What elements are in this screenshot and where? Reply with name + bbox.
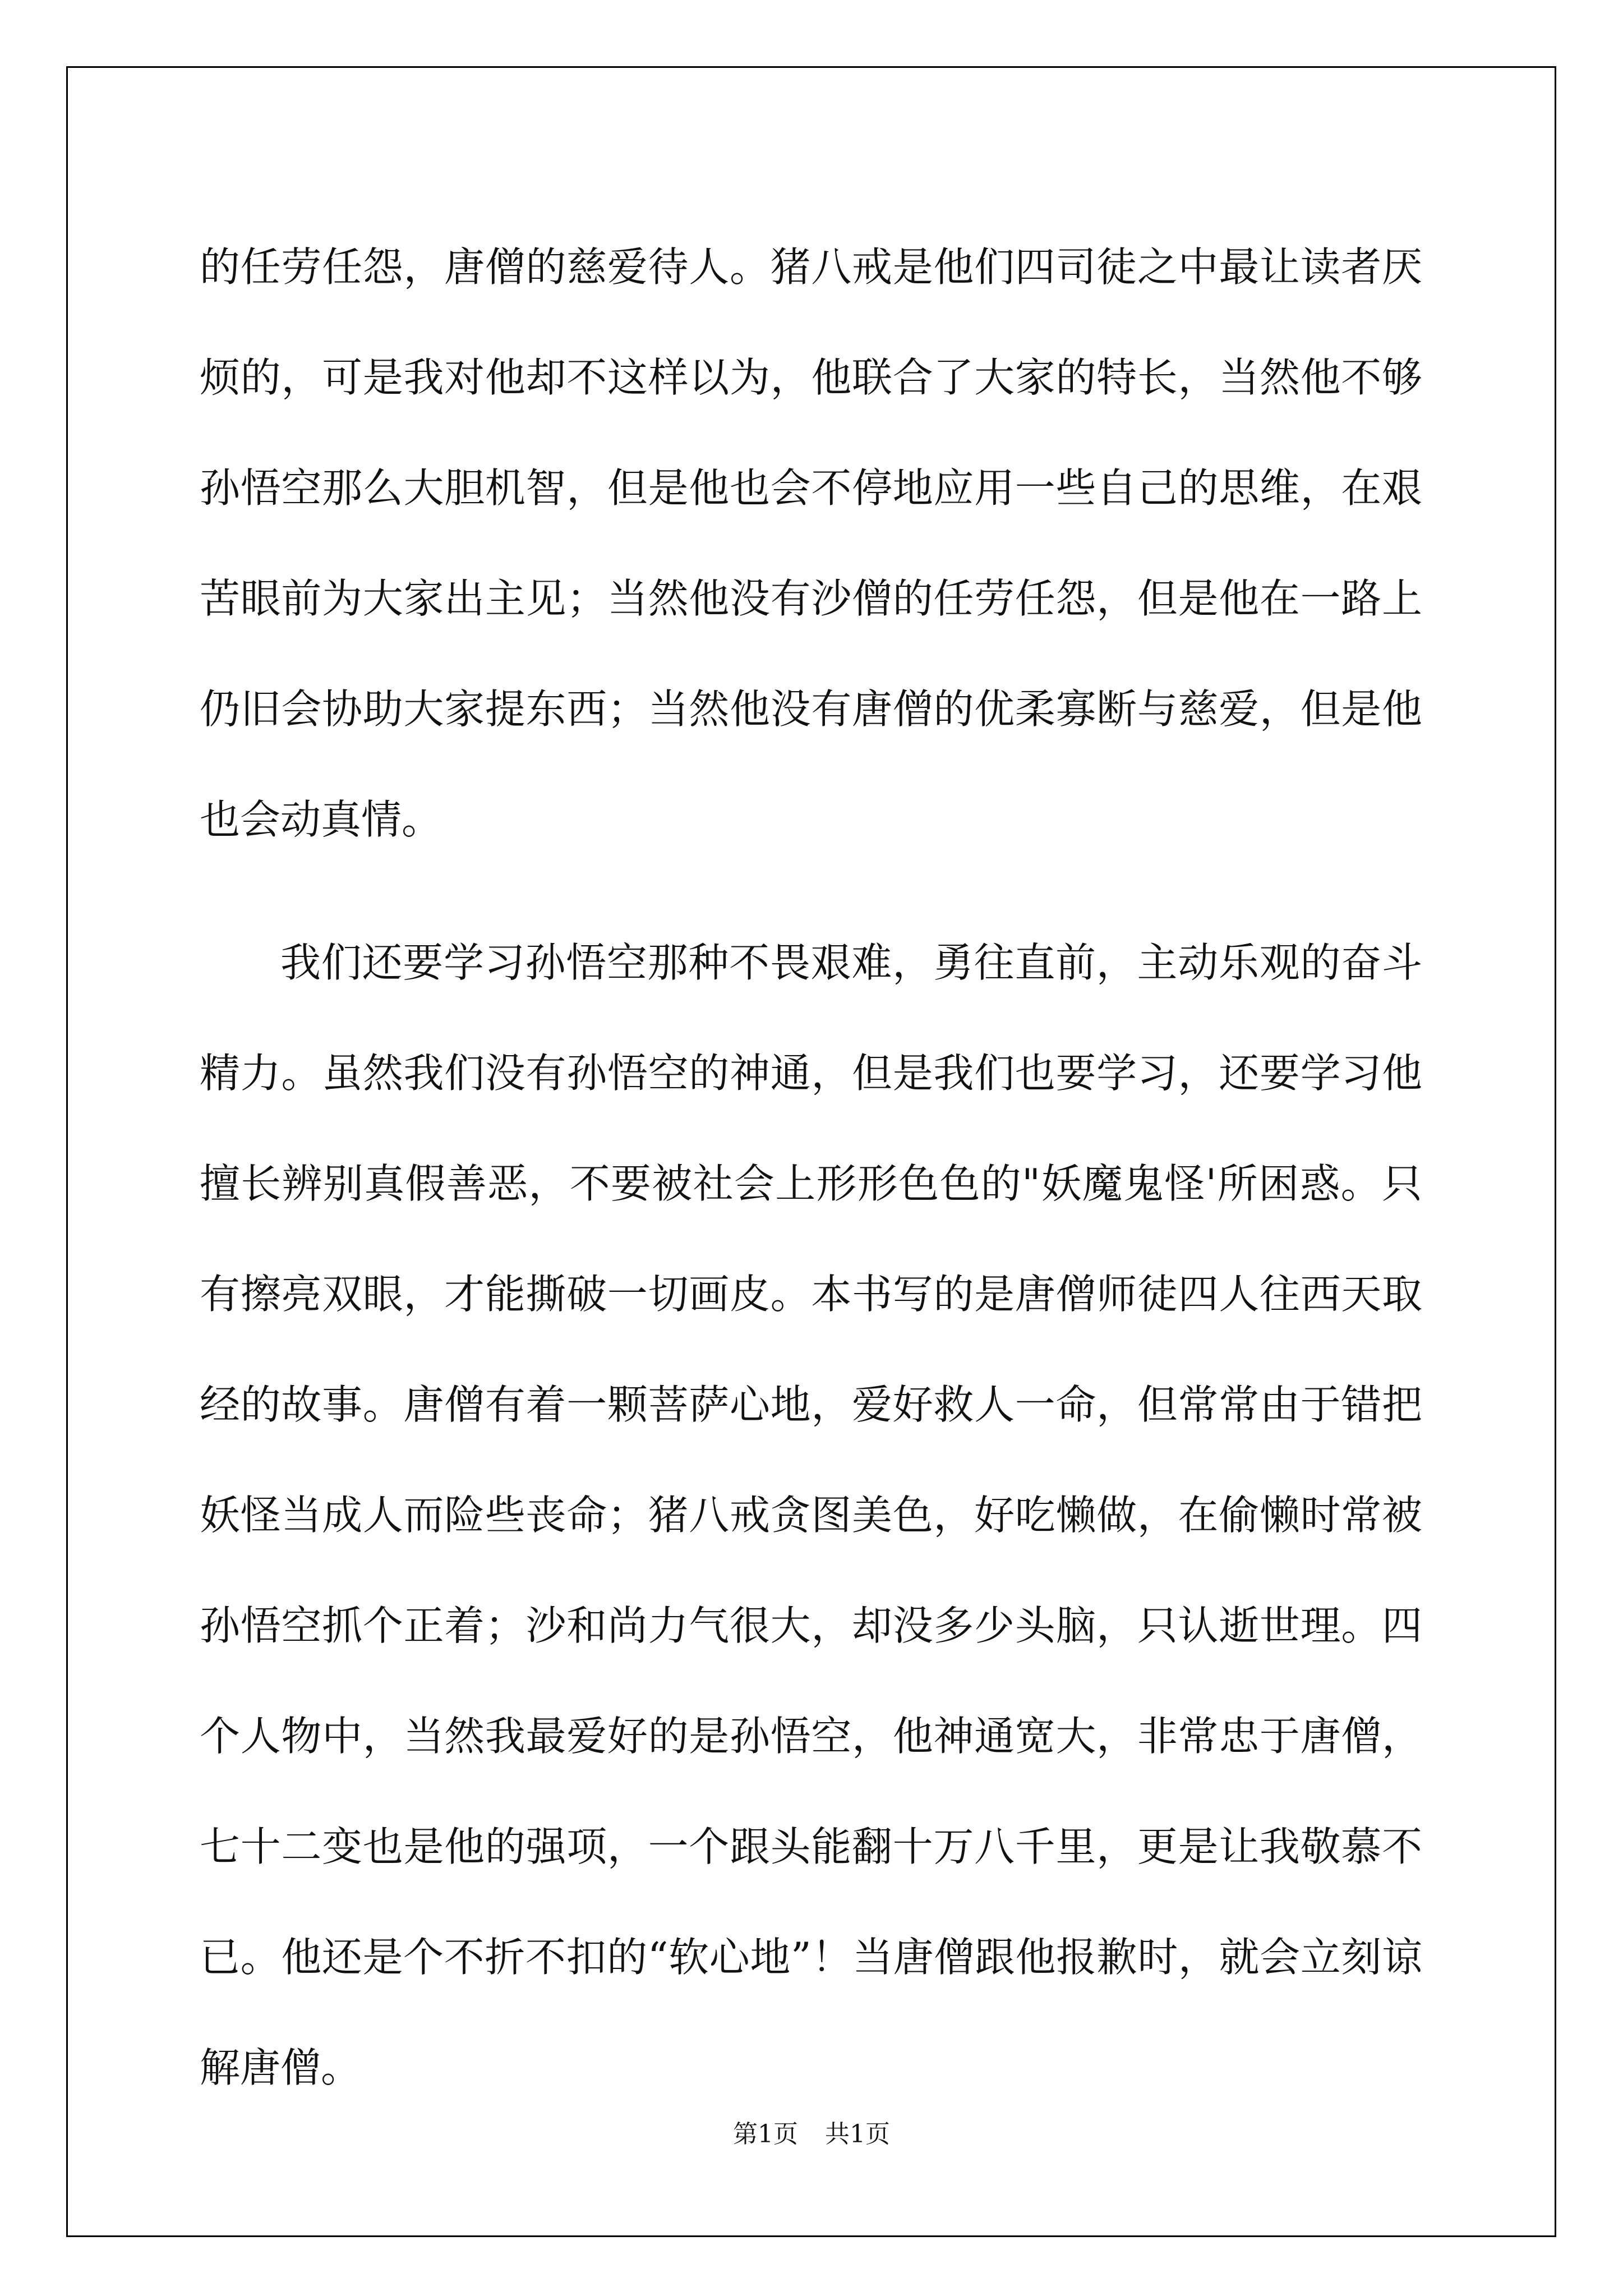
page-total: 共1页: [825, 2120, 890, 2148]
page-footer: [0, 2114, 1623, 2150]
paragraph-2: 我们还要学习孙悟空那种不畏艰难，勇往直前，主动乐观的奋斗精力。虽然我们没有孙悟空的神通，但是我们也要学习，还要学习他擅长辨别真假善恶，不要被社会上形形色色的"妖魔鬼怪'所困惑。只有擦亮双眼，才能撕破一切画皮。本书写的是唐僧师徒四人往西天取经的故事。唐僧有着一颗菩萨心地，爱好救人一命，但常常由于错把妖怪当成人而险些丧命；猪八戒贪图美色，好吃懒做，在偷懒时常被孙悟空抓个正着；沙和尚力气很大，却没多少头脑，只认逝世理。四个人物中，当然我最爱好的是孙悟空，他神通宽大，非常忠于唐僧，七十二变也是他的强项，一个跟头能翻十万八千里，更是让我敬慕不已。他还是个不折不扣的“软心地”！当唐僧跟他报歉时，就会立刻谅解唐僧。: [200, 939, 1422, 2091]
paragraph-1: 的任劳任怨，唐僧的慈爱待人。猪八戒是他们四司徒之中最让读者厌烦的，可是我对他却不这样以为，他联合了大家的特长，当然他不够孙悟空那么大胆机智，但是他也会不停地应用一些自己的思维，在艰苦眼前为大家出主见；当然他没有沙僧的任劳任怨，但是他在一路上仍旧会协助大家提东西；当然他没有唐僧的优柔寡断与慈爱，但是他也会动真情。: [200, 243, 1422, 843]
document-body: [200, 212, 1422, 2123]
page-number: 第1页: [733, 2120, 798, 2148]
